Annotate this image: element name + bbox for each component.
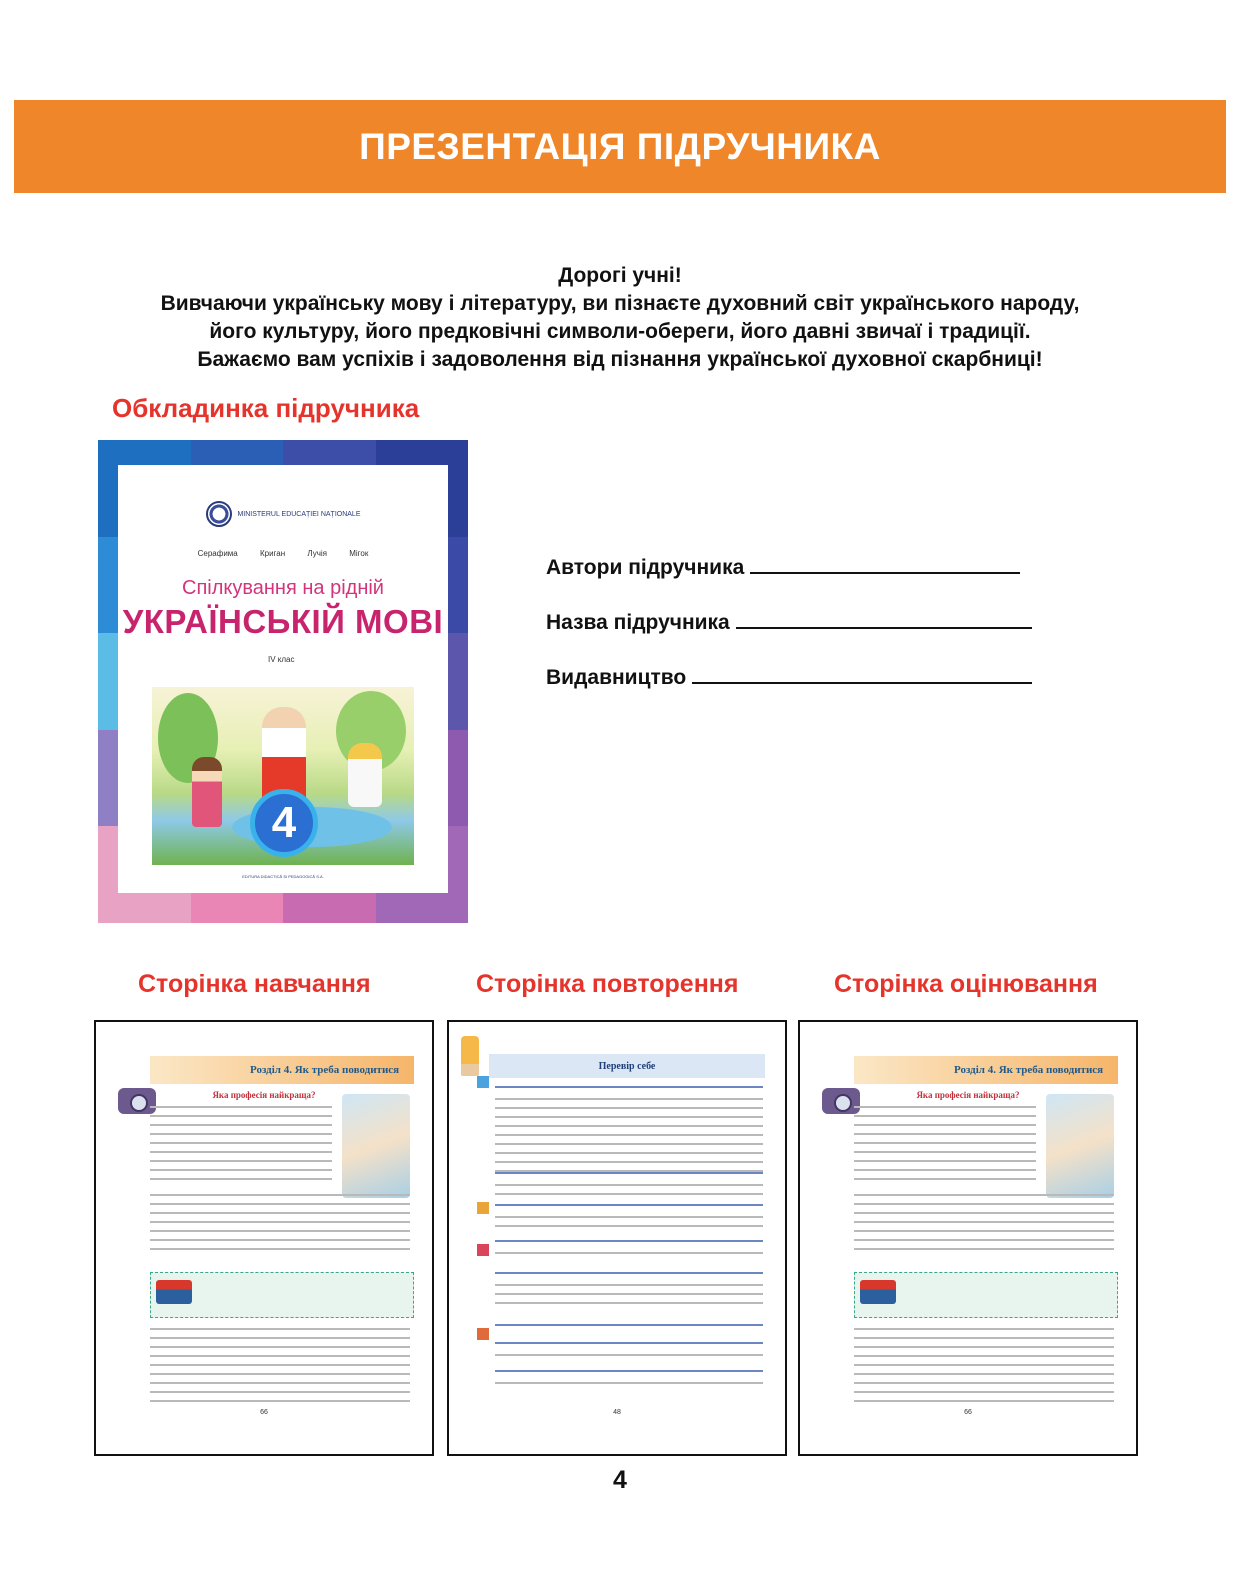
preview-questions <box>854 1328 1114 1409</box>
field-title-label: Назва підручника <box>546 611 730 634</box>
header-banner <box>14 100 1226 193</box>
cubes-icon <box>477 1244 489 1256</box>
preview-illustration <box>342 1094 410 1198</box>
preview-heading-assessment: Сторінка оцінювання <box>834 970 1098 998</box>
field-publisher <box>546 662 1032 690</box>
page-title: ПРЕЗЕНТАЦІЯ ПІДРУЧНИКА <box>359 125 881 167</box>
preview-subtitle: Яка професія найкраща? <box>916 1090 1020 1100</box>
preview-text <box>150 1194 410 1257</box>
book-icon <box>860 1280 896 1304</box>
ministry-label: MINISTERUL EDUCAȚIEI NAȚIONALE <box>118 501 448 527</box>
preview-page-number: 48 <box>613 1409 621 1416</box>
cubes-icon <box>477 1202 489 1214</box>
cover-title-line1: Спілкування на рідній <box>182 577 384 599</box>
preview-review-page <box>447 1020 787 1456</box>
publisher-label: EDITURA DIDACTICĂ ȘI PEDAGOGICĂ S.A. <box>242 874 324 879</box>
field-authors-label: Автори підручника <box>546 556 745 579</box>
preview-assessment-page <box>798 1020 1138 1456</box>
intro-line: його культуру, його предковічні символи-обереги, його давні звичаї і традиції. <box>209 320 1031 343</box>
cubes-icon <box>477 1076 489 1088</box>
book-icon <box>156 1280 192 1304</box>
preview-text <box>854 1194 1114 1257</box>
field-title <box>546 607 1032 635</box>
preview-heading-learning: Сторінка навчання <box>138 970 371 998</box>
cover-authors: Серафима Криган Лучія Мігок <box>197 549 369 558</box>
intro-text <box>60 262 1180 374</box>
cover-title-line2: УКРАЇНСЬКІЙ МОВІ <box>122 603 444 640</box>
preview-banner: Перевір себе <box>489 1054 765 1078</box>
field-publisher-label: Видавництво <box>546 666 687 689</box>
intro-greeting: Дорогі учні! <box>558 264 682 287</box>
textbook-cover <box>98 440 468 923</box>
cover-class: IV клас <box>268 655 295 664</box>
field-authors <box>546 552 1020 580</box>
preview-text <box>150 1106 332 1187</box>
preview-questions <box>150 1328 410 1409</box>
preview-learning-page <box>94 1020 434 1456</box>
preview-banner: Розділ 4. Як треба поводитися <box>854 1056 1118 1084</box>
grade-badge: 4 <box>250 789 318 857</box>
ministry-seal-icon <box>206 501 232 527</box>
pencil-icon <box>461 1036 479 1076</box>
preview-text <box>495 1098 763 1179</box>
cover-heading: Обкладинка підручника <box>112 393 420 423</box>
preview-banner: Розділ 4. Як треба поводитися <box>150 1056 414 1084</box>
preview-subtitle: Яка професія найкраща? <box>212 1090 316 1100</box>
preview-page-number: 66 <box>260 1409 268 1416</box>
intro-line: Вивчаючи українську мову і літературу, ви пізнаєте духовний світ українського народу, <box>160 292 1080 315</box>
field-authors-line[interactable] <box>750 552 1020 574</box>
preview-page-number: 66 <box>964 1409 972 1416</box>
field-publisher-line[interactable] <box>692 662 1032 684</box>
page-number: 4 <box>613 1466 627 1494</box>
field-title-line[interactable] <box>736 607 1032 629</box>
intro-line: Бажаємо вам успіхів і задоволення від пізнання української духовної скарбниці! <box>197 348 1043 371</box>
preview-illustration <box>1046 1094 1114 1198</box>
cover-sheet <box>118 465 448 893</box>
preview-heading-review: Сторінка повторення <box>476 970 739 998</box>
cubes-icon <box>477 1328 489 1340</box>
preview-text <box>854 1106 1036 1187</box>
